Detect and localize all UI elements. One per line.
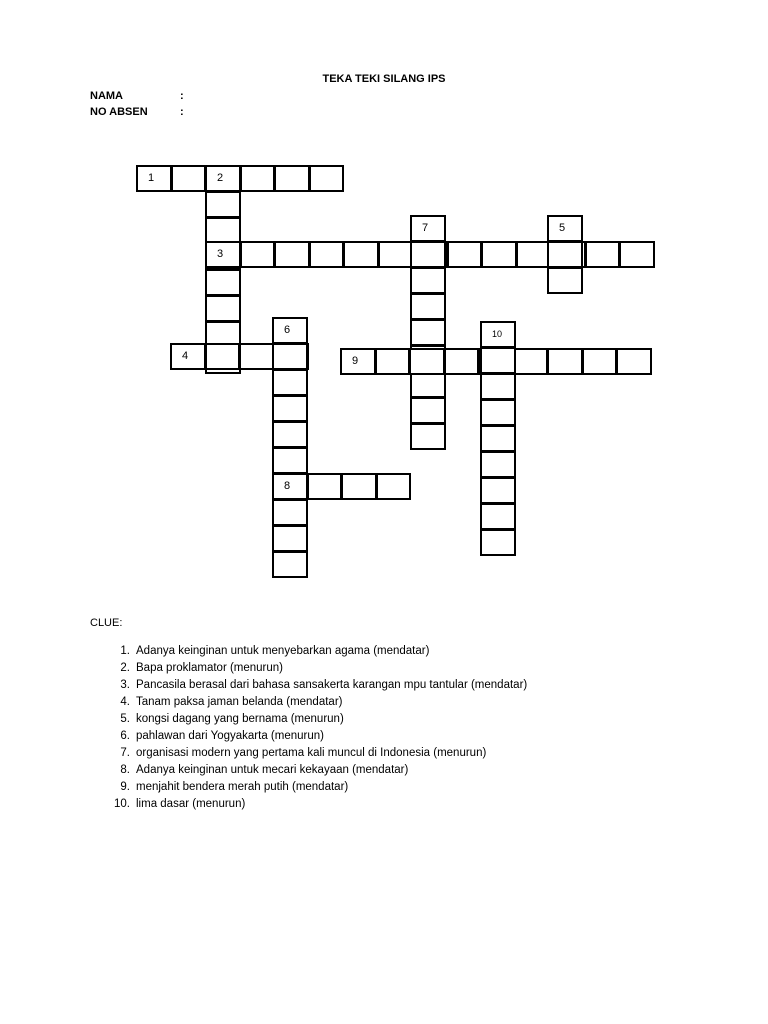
clue-list — [90, 643, 527, 813]
clue-item: 9. menjahit bendera merah putih (mendatar) — [120, 781, 349, 793]
crossword-cell[interactable] — [272, 447, 308, 474]
crossword-cell[interactable] — [410, 397, 446, 424]
crossword-cell[interactable] — [410, 215, 446, 242]
clue-heading: CLUE: — [90, 617, 123, 629]
crossword-cell[interactable] — [585, 241, 621, 268]
crossword-cell[interactable] — [340, 348, 376, 375]
crossword-cell[interactable] — [547, 215, 583, 242]
crossword-cell[interactable] — [307, 473, 343, 500]
crossword-cell[interactable] — [171, 165, 207, 192]
crossword-cell[interactable] — [309, 165, 345, 192]
crossword-cell[interactable] — [410, 293, 446, 320]
crossword-cell[interactable] — [480, 529, 516, 556]
crossword-number: 7 — [422, 222, 429, 234]
crossword-cell[interactable] — [516, 241, 552, 268]
crossword-cell[interactable] — [205, 241, 241, 268]
crossword-cell[interactable] — [480, 347, 516, 374]
crossword-cell[interactable] — [274, 165, 310, 192]
clue-item: 6. pahlawan dari Yogyakarta (menurun) — [120, 730, 324, 742]
name-label: NAMA — [90, 90, 123, 102]
clue-item: 5. kongsi dagang yang bernama (menurun) — [120, 713, 344, 725]
page-title: TEKA TEKI SILANG IPS — [322, 73, 446, 85]
crossword-cell[interactable] — [272, 499, 308, 526]
crossword-cell[interactable] — [480, 503, 516, 530]
crossword-number: 3 — [217, 248, 224, 260]
crossword-cell[interactable] — [272, 369, 308, 396]
crossword-number: 1 — [148, 172, 155, 184]
crossword-cell[interactable] — [376, 473, 412, 500]
crossword-cell[interactable] — [375, 348, 411, 375]
clue-item: 8. Adanya keinginan untuk mecari kekayaan (mendatar) — [120, 764, 409, 776]
crossword-cell[interactable] — [547, 267, 583, 294]
crossword-cell[interactable] — [170, 343, 206, 370]
crossword-cell[interactable] — [481, 241, 517, 268]
crossword-cell[interactable] — [619, 241, 655, 268]
crossword-cell[interactable] — [239, 343, 275, 370]
crossword-cell[interactable] — [410, 423, 446, 450]
clue-item: 1. Adanya keinginan untuk menyebarkan agama (mendatar) — [120, 645, 430, 657]
crossword-cell[interactable] — [205, 343, 241, 370]
absen-colon: : — [180, 106, 184, 118]
crossword-cell[interactable] — [480, 399, 516, 426]
crossword-number: 5 — [559, 222, 566, 234]
crossword-cell[interactable] — [274, 241, 310, 268]
crossword-cell[interactable] — [513, 348, 549, 375]
crossword-cell[interactable] — [447, 241, 483, 268]
crossword-cell[interactable] — [547, 241, 583, 268]
crossword-cell[interactable] — [205, 269, 241, 296]
crossword-cell[interactable] — [480, 451, 516, 478]
crossword-number: 9 — [352, 355, 359, 367]
crossword-cell[interactable] — [341, 473, 377, 500]
crossword-cell[interactable] — [410, 241, 446, 268]
crossword-cell[interactable] — [547, 348, 583, 375]
crossword-cell[interactable] — [410, 319, 446, 346]
crossword-cell[interactable] — [272, 421, 308, 448]
crossword-cell[interactable] — [272, 395, 308, 422]
clue-item: 2. Bapa proklamator (menurun) — [120, 662, 284, 674]
crossword-cell[interactable] — [272, 551, 308, 578]
crossword-cell[interactable] — [480, 321, 516, 348]
crossword-cell[interactable] — [272, 317, 308, 344]
crossword-cell[interactable] — [444, 348, 480, 375]
crossword-cell[interactable] — [272, 525, 308, 552]
crossword-number: 10 — [492, 329, 503, 339]
absen-label: NO ABSEN — [90, 106, 148, 118]
crossword-cell[interactable] — [205, 191, 241, 218]
crossword-cell[interactable] — [272, 343, 308, 370]
crossword-cell[interactable] — [240, 165, 276, 192]
crossword-cell[interactable] — [616, 348, 652, 375]
crossword-cell[interactable] — [205, 295, 241, 322]
clue-item: 3. Pancasila berasal dari bahasa sansakerta karangan mpu tantular (mendatar) — [120, 679, 528, 691]
crossword-cell[interactable] — [480, 373, 516, 400]
crossword-cell[interactable] — [409, 348, 445, 375]
crossword-cell[interactable] — [582, 348, 618, 375]
crossword-cell[interactable] — [240, 241, 276, 268]
crossword-cell[interactable] — [343, 241, 379, 268]
crossword-number: 8 — [284, 480, 291, 492]
crossword-cell[interactable] — [136, 165, 172, 192]
crossword-cell[interactable] — [410, 371, 446, 398]
crossword-cell[interactable] — [480, 477, 516, 504]
crossword-cell[interactable] — [309, 241, 345, 268]
crossword-cell[interactable] — [480, 425, 516, 452]
crossword-number: 2 — [217, 172, 224, 184]
clue-item: 7. organisasi modern yang pertama kali muncul di Indonesia (menurun) — [120, 747, 487, 759]
crossword-cell[interactable] — [378, 241, 414, 268]
clue-item: 4. Tanam paksa jaman belanda (mendatar) — [120, 696, 343, 708]
crossword-cell[interactable] — [410, 267, 446, 294]
clue-item: 10. lima dasar (menurun) — [114, 798, 246, 810]
crossword-number: 6 — [284, 324, 291, 336]
crossword-cell[interactable] — [272, 473, 308, 500]
crossword-cell[interactable] — [205, 217, 241, 244]
crossword-number: 4 — [182, 350, 189, 362]
name-colon: : — [180, 90, 184, 102]
crossword-cell[interactable] — [205, 165, 241, 192]
